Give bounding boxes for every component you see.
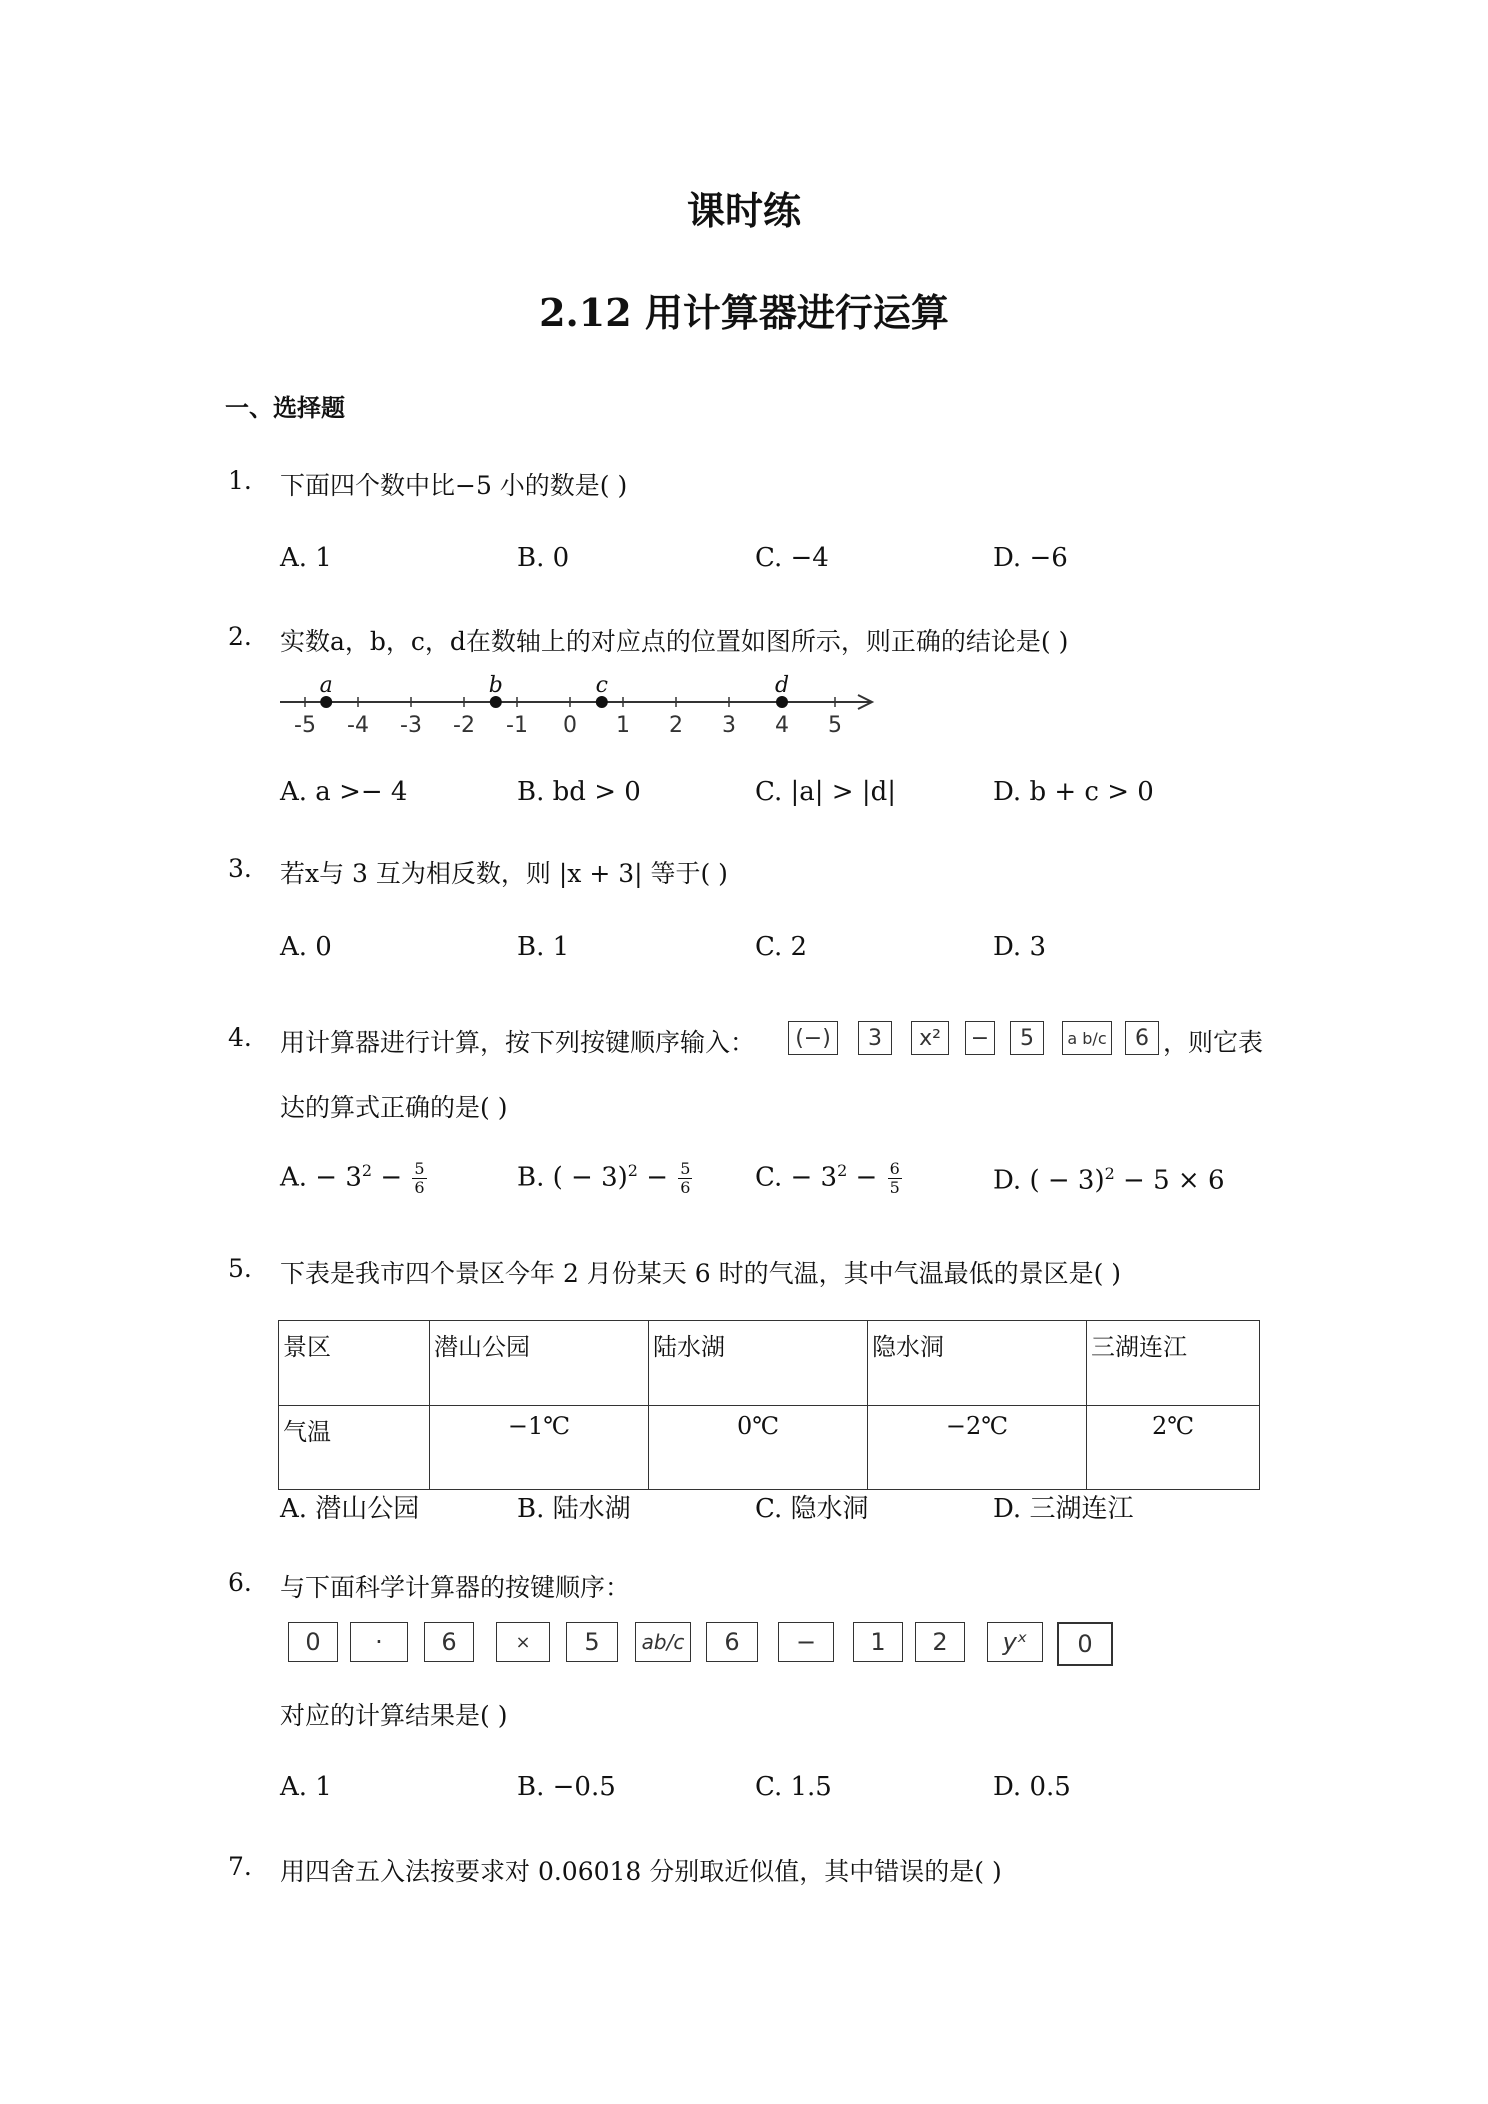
q5-option-c[interactable]: C. 隐水洞 (755, 1494, 869, 1524)
page-title: 课时练 (686, 188, 801, 233)
question-7-number: 7. (228, 1852, 252, 1881)
q6-option-d[interactable]: D. 0.5 (993, 1772, 1071, 1802)
key-fraction: ab/c (635, 1622, 691, 1662)
number-line-tick-label: 0 (563, 713, 577, 738)
section-heading: 一、选择题 (225, 393, 345, 422)
q4-d-exp: 2 (1104, 1164, 1115, 1183)
table-cell: 0℃ (649, 1405, 868, 1490)
q4-option-c[interactable] (755, 1160, 904, 1197)
q3-option-b[interactable]: B. 1 (517, 932, 570, 962)
q4-b-den: 6 (680, 1178, 691, 1197)
q2-option-d[interactable]: D. b + c > 0 (993, 777, 1154, 807)
temperature-table (278, 1320, 1260, 1490)
key-times: × (496, 1622, 550, 1662)
q4-c-den: 5 (889, 1178, 900, 1197)
q4-option-a[interactable] (280, 1160, 429, 1197)
question-6-stem: 与下面科学计算器的按键顺序： (280, 1573, 631, 1602)
question-5-stem: 下表是我市四个景区今年 2 月份某天 6 时的气温，其中气温最低的景区是( ) (280, 1259, 1122, 1288)
number-line-tick-label: -5 (294, 713, 316, 738)
key-0: 0 (288, 1622, 338, 1662)
key-6: 6 (1125, 1021, 1159, 1055)
q4-b-minus: − (637, 1162, 677, 1193)
number-line-point-label: d (774, 673, 790, 698)
q4-a-base: A. − 3 (280, 1162, 362, 1193)
q4-c-minus: − (847, 1162, 886, 1193)
q4-a-minus: − (372, 1162, 411, 1193)
q5-option-a[interactable]: A. 潜山公园 (280, 1494, 420, 1524)
key-minus: − (778, 1622, 834, 1662)
q1-option-c[interactable]: C. −4 (755, 543, 829, 573)
number-line-tick-label: -3 (400, 713, 422, 738)
q4-d-rest: − 5 × 6 (1114, 1165, 1225, 1196)
q6-option-b[interactable]: B. −0.5 (517, 1772, 616, 1802)
q3-option-a[interactable]: A. 0 (280, 932, 332, 962)
table-cell: 隐水洞 (868, 1321, 1087, 1406)
key-5: 5 (566, 1622, 618, 1662)
key-6: 6 (706, 1622, 758, 1662)
key-power: yˣ (987, 1622, 1043, 1662)
q4-c-base: C. − 3 (755, 1162, 838, 1193)
key-2: 2 (915, 1622, 965, 1662)
q2-option-a[interactable]: A. a >− 4 (280, 777, 408, 807)
q3-option-c[interactable]: C. 2 (755, 932, 808, 962)
table-cell: 气温 (279, 1405, 430, 1490)
table-cell: 三湖连江 (1087, 1321, 1260, 1406)
number-line-figure (270, 665, 890, 740)
number-line-tick-label: 4 (775, 713, 789, 738)
key-fraction: a b/c (1062, 1021, 1112, 1055)
table-cell: 2℃ (1087, 1405, 1260, 1490)
number-line-tick-label: -4 (347, 713, 369, 738)
q6-option-c[interactable]: C. 1.5 (755, 1772, 832, 1802)
question-4-stem: 用计算器进行计算，按下列按键顺序输入： (280, 1028, 756, 1057)
q1-option-a[interactable]: A. 1 (280, 543, 332, 573)
key-square: x² (911, 1021, 949, 1055)
q4-a-num: 5 (414, 1159, 425, 1178)
lesson-title: 2.12 用计算器进行运算 (539, 290, 949, 335)
key-minus: − (965, 1021, 995, 1055)
key-3: 3 (858, 1021, 892, 1055)
q4-c-fraction (888, 1160, 902, 1197)
q4-a-exp: 2 (361, 1160, 373, 1180)
q4-b-fraction (678, 1160, 692, 1197)
number-line-tick-label: -2 (453, 713, 475, 738)
q4-c-exp: 2 (837, 1160, 848, 1180)
key-dot: · (350, 1622, 408, 1662)
q3-option-d[interactable]: D. 3 (993, 932, 1046, 962)
q4-a-den: 6 (414, 1178, 425, 1197)
number-line-tick-label: 5 (828, 713, 842, 738)
question-1-number: 1. (228, 466, 252, 495)
q4-b-base: B. ( − 3) (517, 1162, 628, 1193)
number-line-point-label: c (595, 673, 608, 698)
question-6-stem-line2: 对应的计算结果是( ) (280, 1701, 508, 1730)
question-5-number: 5. (228, 1254, 252, 1283)
table-cell: 景区 (279, 1321, 430, 1406)
number-line-tick-label: -1 (506, 713, 528, 738)
q4-c-num: 6 (889, 1159, 900, 1178)
key-5: 5 (1010, 1021, 1044, 1055)
question-6-number: 6. (228, 1568, 252, 1597)
question-4-number: 4. (228, 1023, 252, 1052)
table-cell: 潜山公园 (430, 1321, 649, 1406)
q4-b-num: 5 (680, 1159, 691, 1178)
question-3-stem: 若x与 3 互为相反数，则 |x + 3| 等于( ) (280, 859, 728, 888)
q5-option-d[interactable]: D. 三湖连江 (993, 1494, 1134, 1524)
q4-a-fraction (412, 1160, 426, 1197)
question-1-stem: 下面四个数中比−5 小的数是( ) (280, 471, 628, 500)
number-line-tick-label: 1 (616, 713, 630, 738)
question-2-number: 2. (228, 622, 252, 651)
question-4-stem-line2: 达的算式正确的是( ) (280, 1093, 508, 1122)
q4-d-base: D. ( − 3) (993, 1165, 1105, 1196)
question-7-stem: 用四舍五入法按要求对 0.06018 分别取近似值，其中错误的是( ) (280, 1857, 1002, 1886)
question-2-stem: 实数a，b，c，d在数轴上的对应点的位置如图所示，则正确的结论是( ) (280, 627, 1069, 656)
table-row (279, 1321, 1260, 1406)
key-6: 6 (424, 1622, 474, 1662)
q2-option-c[interactable]: C. |a| > |d| (755, 777, 896, 807)
q1-option-d[interactable]: D. −6 (993, 543, 1068, 573)
question-3-number: 3. (228, 854, 252, 883)
table-cell: −1℃ (430, 1405, 649, 1490)
q4-b-exp: 2 (627, 1160, 638, 1180)
number-line-tick-label: 3 (722, 713, 736, 738)
key-0: 0 (1057, 1622, 1113, 1666)
q4-option-b[interactable] (517, 1160, 694, 1197)
key-1: 1 (853, 1622, 903, 1662)
table-row (279, 1405, 1260, 1490)
number-line-point-label: b (488, 673, 503, 698)
table-cell: 陆水湖 (649, 1321, 868, 1406)
q6-option-a[interactable]: A. 1 (280, 1772, 332, 1802)
table-cell: −2℃ (868, 1405, 1087, 1490)
q1-option-b[interactable]: B. 0 (517, 543, 570, 573)
q2-option-b[interactable]: B. bd > 0 (517, 777, 641, 807)
question-4-stem-tail: ，则它表 (1163, 1028, 1264, 1057)
q4-option-d[interactable] (993, 1164, 1225, 1196)
number-line-tick-label: 2 (669, 713, 683, 738)
q5-option-b[interactable]: B. 陆水湖 (517, 1494, 631, 1524)
key-negative: (−) (788, 1021, 838, 1055)
number-line-point-label: a (319, 673, 333, 698)
